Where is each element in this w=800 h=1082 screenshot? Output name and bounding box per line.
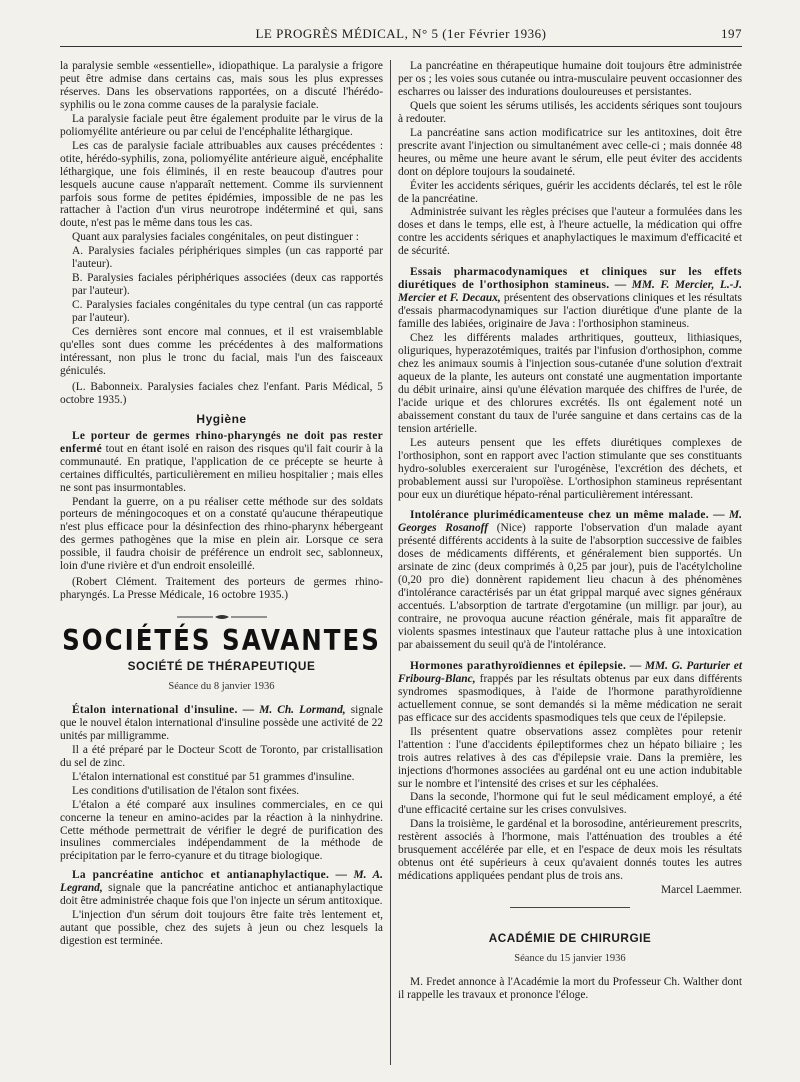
paragraph-text: signale que le nouvel étalon international d'insuline possède une activité de 22 unités par milligramme. [60,703,383,742]
paragraph: Ces dernières sont encore mal connues, et il est vraisemblable qu'elles sont dues comme les précédentes à des malformations intéressant, non plus le tronc du facial, mais l'un des faisceaux géniculés. [60,326,383,377]
paragraph: Il a été préparé par le Docteur Scott de Toronto, par cristallisation du sel de zinc. [60,743,383,769]
paragraph: Dans la troisième, le gardénal et la borosodine, antérieurement prescrits, restèrent associés à l'hormone, mais l'atténuation des troubles a été brusquement accélérée par elle, et en l'espace de deux mois les résultats obtenus ont été supérieurs à ceux qu'avaient donnés toutes les autres médications appliquées pendant plus de trois ans. [398,818,742,883]
column-divider [390,60,391,1065]
seance-date: Séance du 15 janvier 1936 [514,953,626,965]
section-rule [510,907,630,908]
paragraph: Les auteurs pensent que les effets diurétiques complexes de l'orthosiphon, sont en rapport avec l'action stimulante que ses constituants hydro-solubles exerceraient sur l'urogénèse, l'excrétion des déchets, et probablement aussi sur l'uropoïèse. L'orthosiphon stamineus représentant pour eux un diurétique hépato-rénal particulièrement intéressant. [398,436,742,501]
paragraph: L'étalon international est constitué par 51 grammes d'insuline. [72,770,355,783]
paragraph-text: signale que la pancréatine antichoc et antianaphylactique doit être administrée chaque fois que l'on injecte un sérum antitoxique. [60,882,383,908]
paragraph: La pancréatine en thérapeutique humaine doit toujours être administrée per os ; les voies sous cutanée ou intra-musculaire peuvent occasionner des escharres ou laisser des indurations douloureuses et persistantes. [398,60,742,98]
article-lead: Étalon international d'insuline. [72,703,238,716]
article-lead: Intolérance plurimédicamenteuse chez un même malade. [410,509,709,522]
journal-title: LE PROGRÈS MÉDICAL, N° 5 (1er Février 1936) [255,26,547,41]
article-author: — M. A. Legrand, [60,869,383,895]
reference-citation: (L. Babonneix. Paralysies faciales chez l'enfant. Paris Médical, 5 octobre 1935.) [60,380,383,406]
right-column [398,60,742,1003]
section-title-hygiene: Hygiène [196,411,247,426]
running-header [60,26,742,44]
paragraph-text: présentent des observations cliniques et les résultats d'essais pharmacodynamiques sur l'action diurétique d'une plante de la famille des labiées, originaire de Java : l'orthosiphon stamineus. [398,292,742,331]
paragraph: M. Fredet annonce à l'Académie la mort du Professeur Ch. Walther dont il rappelle les travaux et prononce l'éloge. [398,976,742,1001]
paragraph: Les conditions d'utilisation de l'étalon sont fixées. [72,784,300,797]
paragraph: Administrée suivant les règles précises que l'auteur a formulées dans les doses et dans le temps, elle est, à l'heure actuelle, la médication qui offre contre les accidents sériques et anaphylactiques le maximum d'efficacité et de sécurité. [398,206,742,258]
paragraph: Pendant la guerre, on a pu réaliser cette méthode sur des soldats porteurs de méningocoques et on a constaté qu'aucune thérapeutique n'est plus efficace pour la désinfection des rhino-pharynx hébergeant des germes pathogènes que la mise en plein air. Lorsque ce sera possible, il faudra choisir de préférence un endroit sec, sablonneux, loin d'une rivière et d'un endroit ensoleillé. [60,495,383,573]
article-lead: Le porteur de germes rhino-pharyngés ne doit pas rester enfermé [60,429,383,455]
left-column [60,60,383,949]
paragraph: Chez les différents malades arthritiques, goutteux, lithiasiques, oliguriques, hyperazotémiques, traités par l'infusion d'orthosiphon, comme chez les animaux soumis à l'injection sous-cutanée d'une solution d'extrait aqueux de la plante, les auteurs ont constaté une augmentation importante du débit urinaire, ainsi qu'une élévation marquée des chiffres de l'urée, de l'acide urique et des chlorures excrétés. Ils ont également noté un abaissement constant du taux de l'urée sanguine et dans certains cas de la tension artérielle. [398,332,742,435]
author-signature: Marcel Laemmer. [661,884,742,897]
paragraph: La paralysie faciale peut être également produite par le virus de la poliomyélite antérieure ou par celui de l'encéphalite léthargique. [60,112,383,138]
paragraph: Quant aux paralysies faciales congénitales, on peut distinguer : [72,231,359,244]
article-lead: La pancréatine antichoc et antianaphylactique. [72,869,330,882]
list-item-c: C. Paralysies faciales congénitales du type central (un cas rapporté par l'auteur). [72,299,383,325]
article-author: — M. Ch. Lormand, [242,703,346,716]
article-author: — M. Georges Rosanoff [398,509,742,535]
paragraph: Les cas de paralysie faciale attribuables aux causes précédentes : otite, hérédo-syphilis, zona, poliomyélite antérieure aiguë, encéphalite léthargique, une fois éliminés, il en reste beaucoup d'autres pour lesquels aucune cause n'apparaît nettement. Comme ils surviennent parfois sous forme de petites épidémies, impossible de ne pas les rattacher à l'action d'un virus neurotrope indéterminé et qui, sans doute, n'est pas le même dans tous les cas. [60,139,383,230]
header-rule [60,46,742,47]
article-author: — MM. G. Parturier et Fribourg-Blanc, [398,659,742,685]
paragraph: Éviter les accidents sériques, guérir les accidents déclarés, tel est le rôle de la pancréatine. [398,179,742,205]
reference-citation: (Robert Clément. Traitement des porteurs de germes rhino-pharyngés. La Presse Médicale, 16 octobre 1935.) [60,576,383,602]
paragraph-text: frappés par les résultats obtenus par eux dans différents syndromes spasmodiques, à l'aide de l'hormone parathyroïdienne actuellement connue, se sont demandés si la même médication ne serait pas efficace sur des accidents spasmodiques tels que ceux de l'épilepsie. [398,672,742,724]
paragraph: La pancréatine sans action modificatrice sur les antitoxines, doit être prescrite avant l'injection ou simultanément avec celle-ci ; mais donnée 48 heures, ou même une heure avant le sérum, elle peut éviter des accidents dont on déplore toujours la soudaineté. [398,126,742,178]
page-number: 197 [721,26,742,41]
paragraph: Ils présentent quatre observations assez complètes pour retenir l'attention : l'une d'accidents épileptiformes chez un hépato biliaire ; les trois autres relatives à des cas d'épilepsie vraie. Dans la première, les injections d'hormones associées au gardénal ont eu une action indubitable sur le nombre et l'intensité des crises et sur les céphalées. [398,725,742,790]
societes-savantes-title: SOCIÉTÉS SAVANTES [62,623,381,658]
paragraph: Quels que soient les sérums utilisés, les accidents sériques sont toujours à redouter. [398,99,742,125]
article-lead: Hormones parathyroïdiennes et épilepsie. [410,659,627,672]
seance-date: Séance du 8 janvier 1936 [168,680,275,692]
article-author: — MM. F. Mercier, L.-J. Mercier et F. Decaux, [398,279,743,305]
article-lead: Essais pharmacodynamiques et cliniques sur les effets diurétiques de l'orthosiphon stamineus. [398,266,742,292]
paragraph: L'injection d'un sérum doit toujours être faite très lentement et, autant que possible, chez des sujets à jeun ou chez lesquels la digestion est terminée. [60,909,383,948]
academie-chirurgie-title: ACADÉMIE DE CHIRURGIE [488,931,652,946]
list-item-b: B. Paralysies faciales périphériques associées (deux cas rapportés par l'auteur). [72,272,383,298]
paragraph-text: tout en étant isolé en raison des risques qu'il fait courir à la communauté. En pratique, l'application de ce précepte se heurte à certaines difficultés, particulièrement en milieu hospitalier ; mais elles ne sont pas insurmontables. [60,442,383,494]
societe-therapeutique-title: SOCIÉTÉ DE THÉRAPEUTIQUE [127,659,316,674]
list-item-a: A. Paralysies faciales périphériques simples (un cas rapporté par l'auteur). [72,245,383,271]
ornament-icon [177,613,267,621]
paragraph: la paralysie semble «essentielle», idiopathique. La paralysie a frigore peut être admise dans certains cas, mais sous les plus expresses réserves. Dans les observations rapportées, on a discuté l'hérédo-syphilis ou le zona comme causes de la paralysie faciale. [60,60,383,111]
paragraph: L'étalon a été comparé aux insulines commerciales, en ce qui concerne la teneur en amino-acides par la réaction à la ninhydrine. Cette méthode permettrait de vérifier le degré de purification des insulines commerciales indépendamment de la méthode de précipitation par le ferro-cyanure et du titrage biologique. [60,798,383,863]
paragraph: Dans la seconde, l'hormone qui fut le seul médicament employé, a été d'une efficacité certaine sur les crises convulsives. [398,791,742,817]
paragraph-text: (Nice) rapporte l'observation d'un malade ayant présenté différents accidents à la suite de l'absorption successive de faibles doses de médicaments différents, et généralement bien supportés. Un arsinate de zinc (deux comprimés à 0,25 par jour), puis de l'acétylcholine (0,20 pro die) donnèrent rapidement lieu chacun à des phénomènes d'intolérance caractérisés par un état grippal marqué avec signes généraux accentués. L'absorption de tartrate d'ergotamine (un milligr. par jour), au contraire, ne provoqua aucune réaction générale, mais fit apparaître de violents spasmes intestinaux que l'auteur rattache plus à une intoxication par abaissement du seuil qu'à de l'intolérance. [398,522,742,651]
